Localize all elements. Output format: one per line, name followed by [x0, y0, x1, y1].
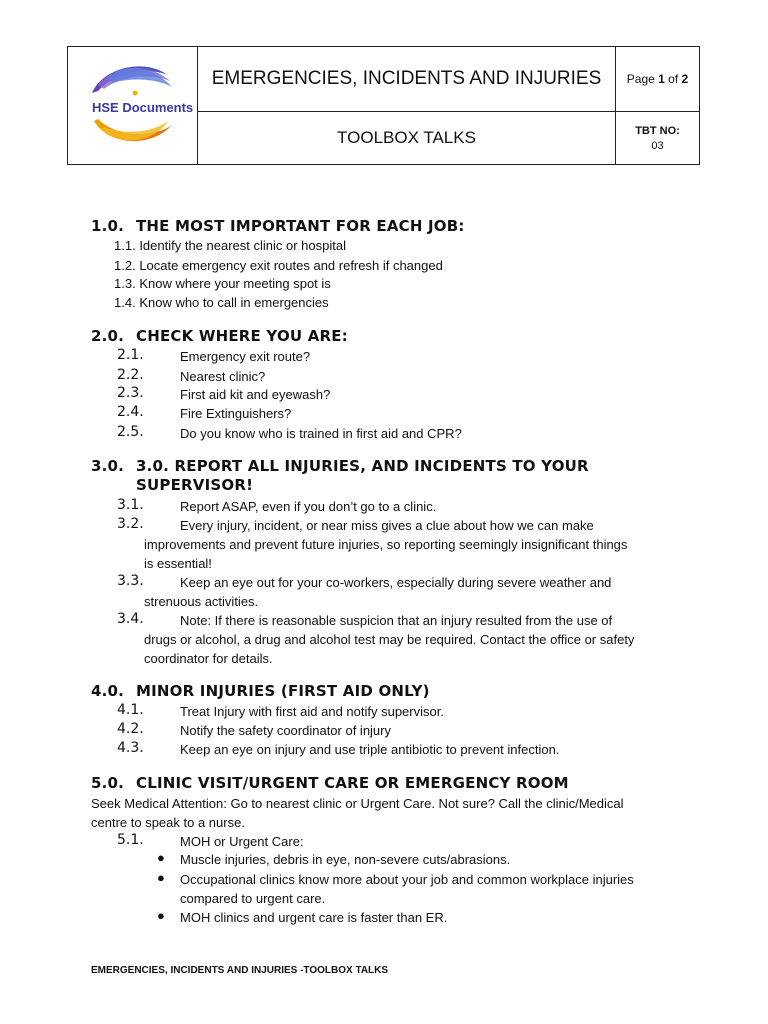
bullet-text-cont: compared to urgent care. [180, 891, 326, 906]
hse-documents-logo [68, 47, 198, 164]
list-item [114, 238, 346, 253]
item-number: 3.3. [117, 573, 144, 589]
section-title: 3.0. REPORT ALL INJURIES, AND INCIDENTS TO YOUR [136, 457, 589, 475]
item-text: Identify the nearest clinic or hospital [139, 238, 346, 253]
tbt-value: 03 [651, 139, 664, 152]
page-number [616, 47, 699, 112]
section-heading [91, 682, 430, 700]
page-total: 2 [681, 72, 689, 86]
tbt-label: TBT NO: [635, 124, 680, 137]
paragraph-cont: centre to speak to a nurse. [91, 815, 245, 830]
list-item [114, 295, 329, 310]
section-number: 2.0. [91, 327, 125, 345]
item-text: Treat Injury with first aid and notify supervisor. [180, 704, 444, 719]
item-text: Do you know who is trained in first aid and CPR? [180, 426, 462, 441]
section-number: 3.0. [91, 457, 125, 475]
section-title: CLINIC VISIT/URGENT CARE OR EMERGENCY ROOM [136, 774, 569, 792]
item-text: Keep an eye on injury and use triple antibiotic to prevent infection. [180, 742, 560, 757]
tbt-number-cell [616, 112, 699, 164]
bullet-icon: ● [157, 850, 165, 865]
section-number: 4.0. [91, 682, 125, 700]
item-number: 5.1. [117, 832, 144, 848]
section-heading [91, 217, 465, 235]
item-number: 2.4. [117, 404, 144, 420]
item-number: 3.4. [117, 611, 144, 627]
logo-cell [68, 47, 198, 164]
item-number: 1.3. [114, 276, 136, 291]
item-text: Keep an eye out for your co-workers, especially during severe weather and [180, 575, 612, 590]
item-text: MOH or Urgent Care: [180, 834, 304, 849]
section-number: 1.0. [91, 217, 125, 235]
item-text: Note: If there is reasonable suspicion that an injury resulted from the use of [180, 613, 613, 628]
page-footer: EMERGENCIES, INCIDENTS AND INJURIES -TOOLBOX TALKS [91, 965, 389, 976]
item-number: 4.3. [117, 740, 144, 756]
item-number: 3.2. [117, 516, 144, 532]
item-text-cont: drugs or alcohol, a drug and alcohol test may be required. Contact the office or safety [144, 632, 635, 647]
item-text: Report ASAP, even if you don’t go to a clinic. [180, 499, 437, 514]
item-number: 4.2. [117, 721, 144, 737]
item-text-cont: strenuous activities. [144, 594, 259, 609]
document-header [67, 46, 700, 165]
item-text: First aid kit and eyewash? [180, 387, 331, 402]
item-text-cont: is essential! [144, 556, 212, 571]
item-text-cont: improvements and prevent future injuries, so reporting seemingly insignificant things [144, 537, 628, 552]
bullet-text: Occupational clinics know more about your job and common workplace injuries [180, 872, 634, 887]
item-text: Every injury, incident, or near miss gives a clue about how we can make [180, 518, 594, 533]
section-heading [91, 327, 348, 345]
section-title: THE MOST IMPORTANT FOR EACH JOB: [136, 217, 465, 235]
bullet-icon: ● [157, 870, 165, 885]
bullet-text: Muscle injuries, debris in eye, non-severe cuts/abrasions. [180, 852, 511, 867]
item-number: 4.1. [117, 702, 144, 718]
item-text-cont: coordinator for details. [144, 651, 273, 666]
item-text: Know where your meeting spot is [139, 276, 331, 291]
item-number: 1.2. [114, 258, 136, 273]
item-text: Emergency exit route? [180, 349, 311, 364]
page-of: of [664, 72, 682, 86]
item-text: Nearest clinic? [180, 369, 266, 384]
item-text: Fire Extinguishers? [180, 406, 292, 421]
item-number: 3.1. [117, 497, 144, 513]
item-text: Know who to call in emergencies [139, 295, 329, 310]
item-number: 1.4. [114, 295, 136, 310]
paragraph: Seek Medical Attention: Go to nearest clinic or Urgent Care. Not sure? Call the clinic/Medical [91, 796, 624, 811]
item-number: 1.1. [114, 238, 136, 253]
page-current: 1 [658, 72, 665, 86]
item-text: Notify the safety coordinator of injury [180, 723, 391, 738]
section-title: MINOR INJURIES (FIRST AID ONLY) [136, 682, 430, 700]
bullet-icon: ● [157, 908, 165, 923]
list-item [114, 258, 443, 273]
item-number: 2.2. [117, 367, 144, 383]
page-prefix: Page [626, 72, 659, 86]
item-number: 2.5. [117, 424, 144, 440]
document-subtitle: TOOLBOX TALKS [198, 112, 616, 164]
svg-text:HSE Documents: HSE Documents [92, 100, 194, 115]
section-title: CHECK WHERE YOU ARE: [136, 327, 348, 345]
item-text: Locate emergency exit routes and refresh if changed [139, 258, 443, 273]
section-title-cont: SUPERVISOR! [136, 476, 254, 494]
item-number: 2.3. [117, 385, 144, 401]
section-number: 5.0. [91, 774, 125, 792]
item-number: 2.1. [117, 347, 144, 363]
section-heading [91, 457, 589, 475]
document-title: EMERGENCIES, INCIDENTS AND INJURIES [198, 47, 616, 112]
list-item [114, 276, 331, 291]
section-heading [91, 774, 569, 792]
bullet-text: MOH clinics and urgent care is faster than ER. [180, 910, 448, 925]
